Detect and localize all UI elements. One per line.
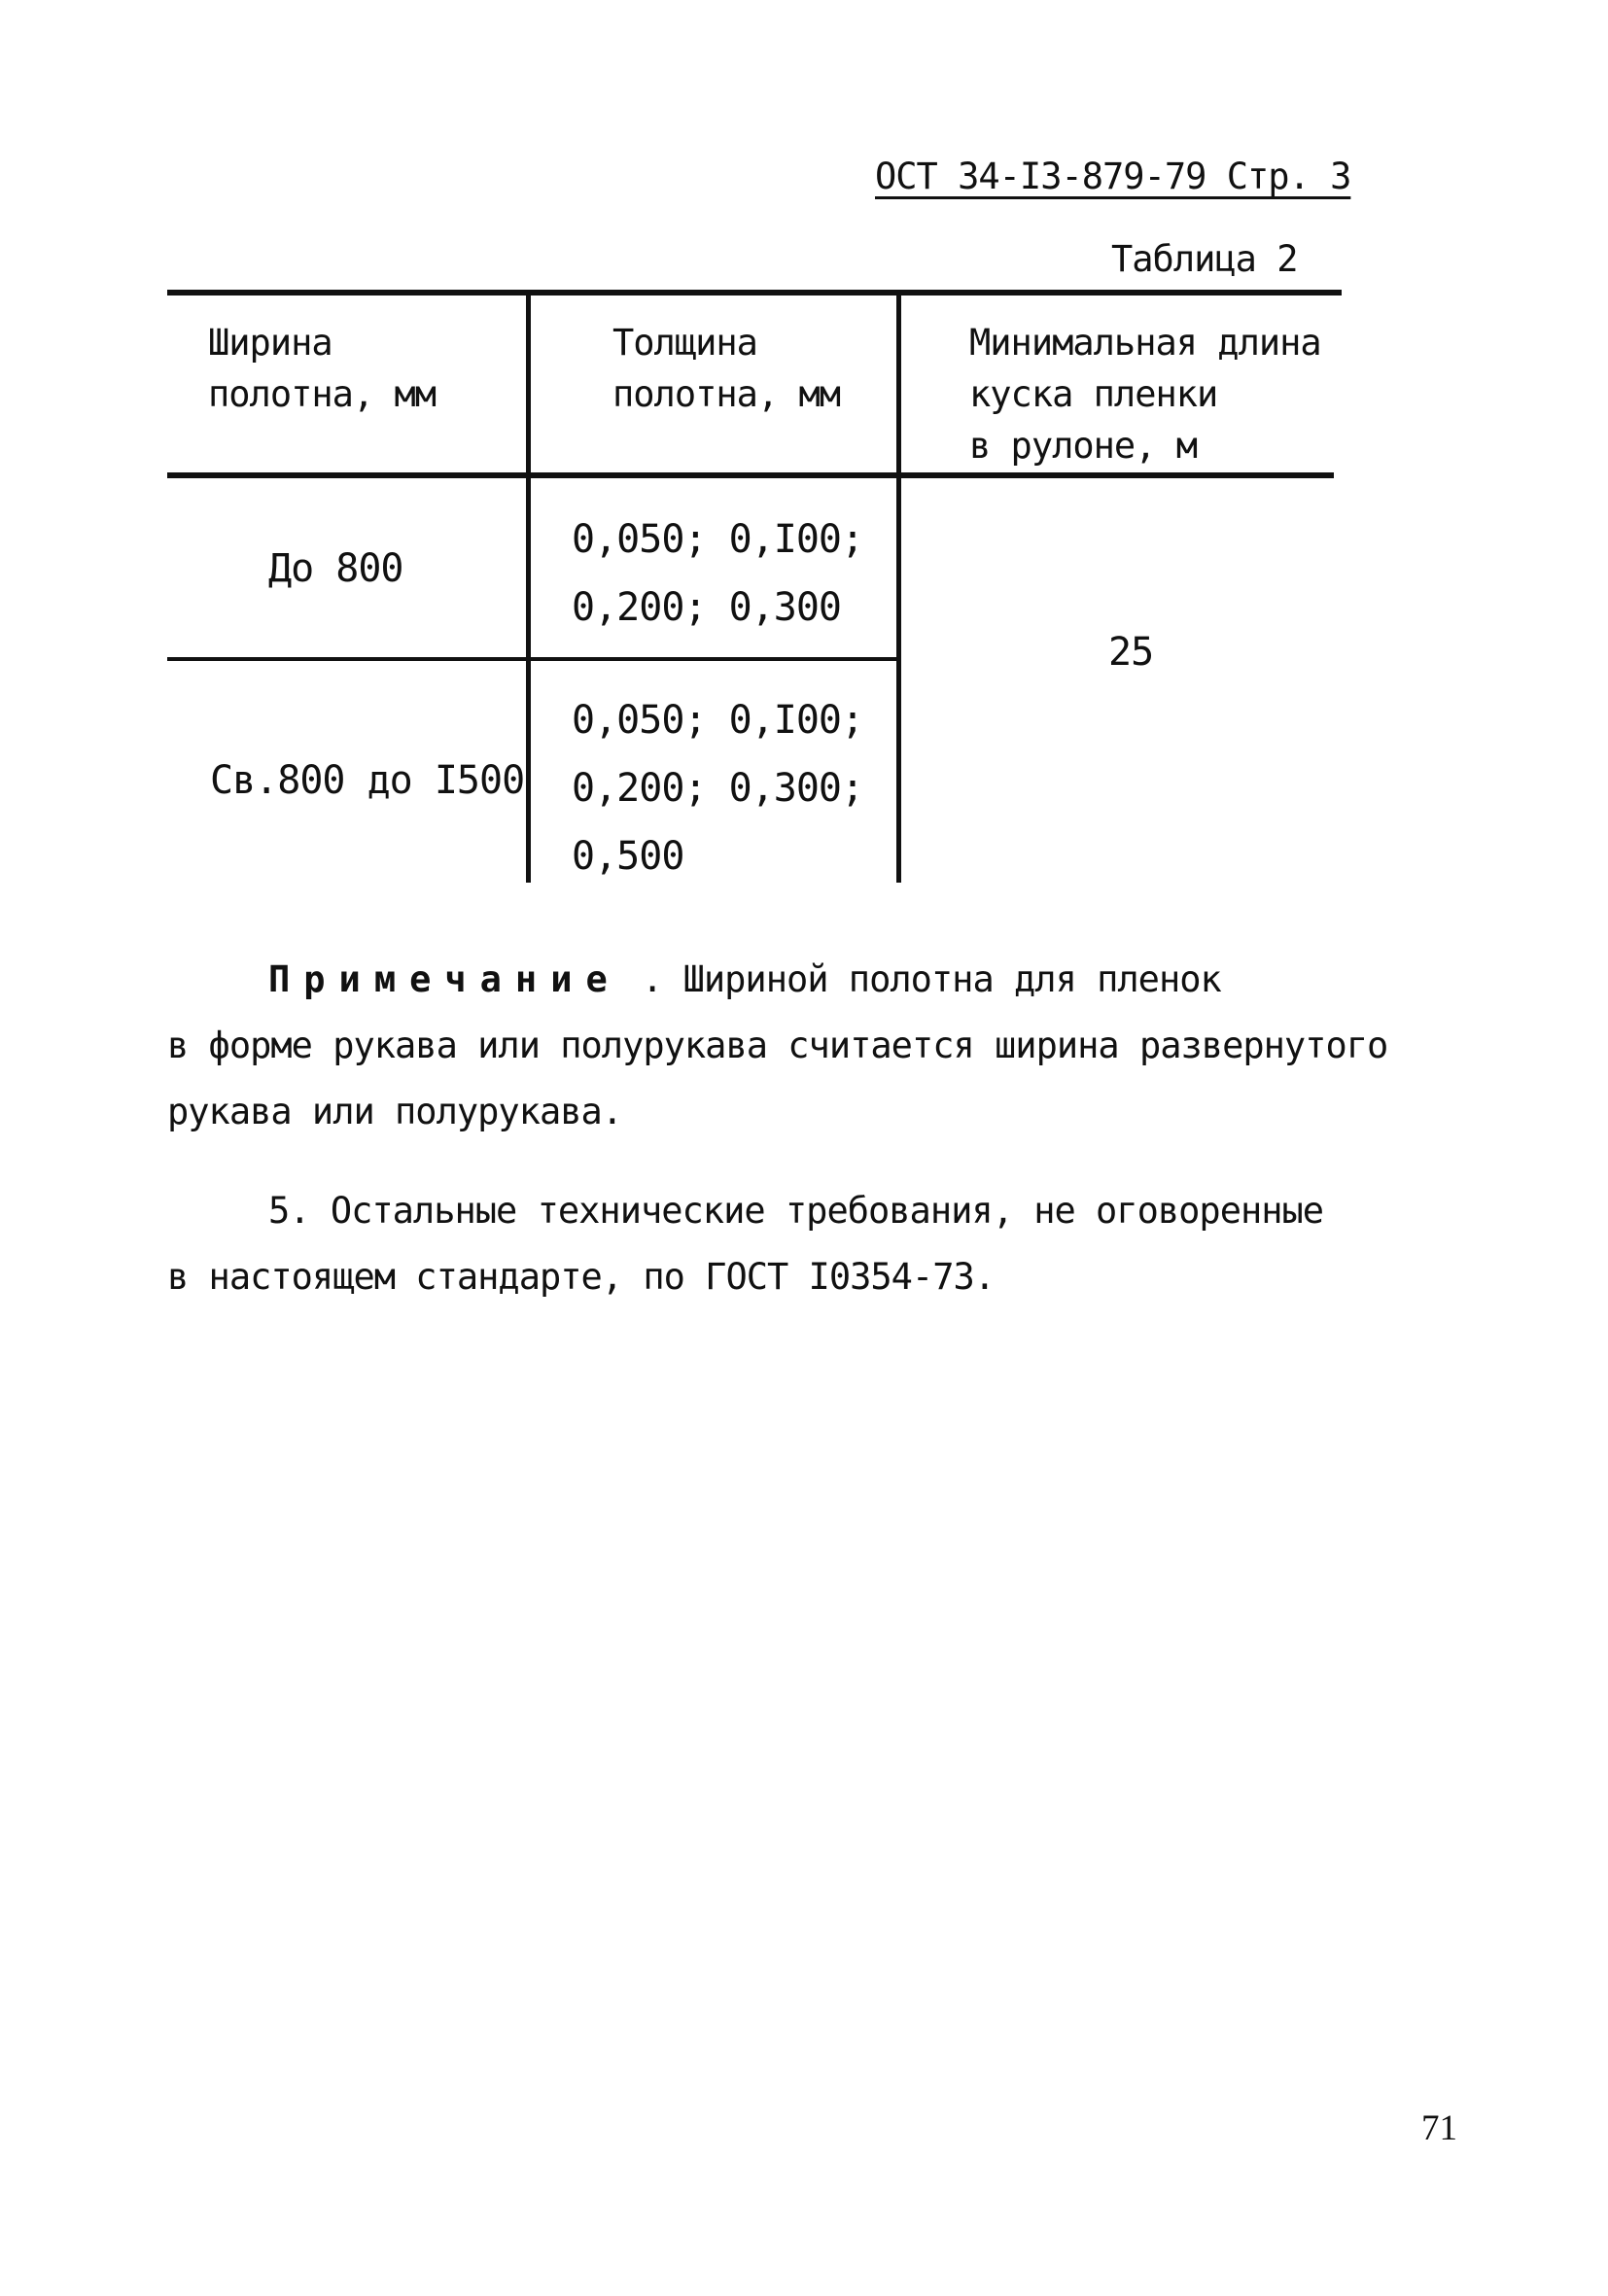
thickness-line: 0,500 [572,834,684,879]
table-header-divider [167,472,1334,478]
row1-width: До 800 [268,546,403,591]
thickness-line: 0,200; 0,300 [572,585,841,630]
document-reference: ОСТ 34-I3-879-79 Стр. 3 [875,156,1351,197]
header-line: Минимальная длина [969,322,1321,364]
row2-width: Св.800 до I500 [210,758,525,803]
header-line: Толщина [612,322,757,364]
header-line: полотна, мм [612,373,841,415]
note-line-2: в форме рукава или полурукава считается ширина развернутого [167,1025,1388,1066]
table-header-thickness [612,317,840,420]
header-line: в рулоне, м [969,425,1198,467]
table-header-min-length [969,317,1321,471]
header-line: куска пленки [969,373,1218,415]
note-paragraph [167,947,1387,1145]
thickness-line: 0,050; 0,I00; [572,517,864,562]
item-5-line-1: 5. Остальные технические требования, не оговоренные [268,1190,1324,1232]
table-column-divider-2 [896,292,901,883]
note-line-3: рукава или полурукава. [167,1091,623,1132]
thickness-line: 0,200; 0,300; [572,766,864,811]
note-label: Примечание [268,958,621,1000]
row1-thickness [572,505,863,642]
item-5-line-2: в настоящем стандарте, по ГОСТ I0354-73. [167,1256,996,1298]
table-header-width [208,317,436,420]
table-caption: Таблица 2 [1111,238,1298,280]
header-line: полотна, мм [208,373,437,415]
row2-thickness [572,686,863,890]
thickness-line: 0,050; 0,I00; [572,698,864,743]
page-number: 71 [1421,2108,1457,2148]
table-row-divider [167,657,898,661]
item-5-paragraph [167,1178,1323,1310]
table-top-border [167,290,1342,296]
note-text: . Шириной полотна для пленок [642,958,1221,1000]
note-line-1 [167,947,1387,1013]
min-length-value: 25 [1108,630,1154,675]
header-line: Ширина [208,322,332,364]
table-column-divider-1 [526,292,531,883]
